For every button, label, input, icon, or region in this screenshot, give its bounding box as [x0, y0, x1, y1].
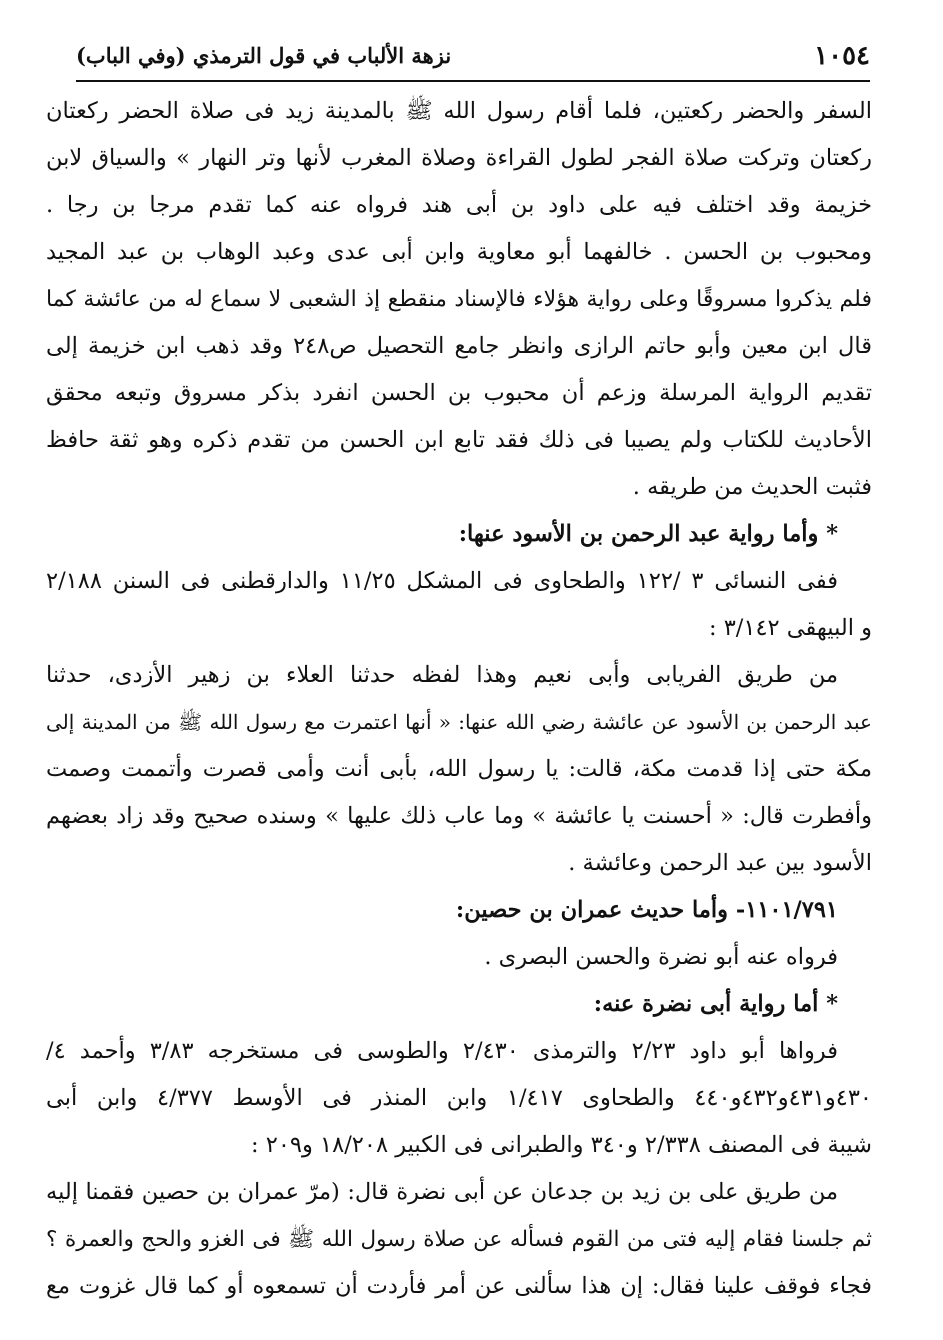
- text-line: من طريق على بن زيد بن جدعان عن أبى نضرة قال: (مرّ عمران بن حصين فقمنا إليه: [46, 1179, 838, 1205]
- text-line: الأسود بين عبد الرحمن وعائشة .: [568, 850, 872, 876]
- text-line: و البيهقى ٣/١٤٢ :: [708, 615, 872, 641]
- page-header: [76, 38, 870, 74]
- text-line: تقديم الرواية المرسلة وزعم أن محبوب بن الحسن انفرد بذكر مسروق وتبعه محقق: [46, 380, 872, 406]
- text-line: مكة حتى إذا قدمت مكة، قالت: يا رسول الله، بأبى أنت وأمى قصرت وأتممت وصمت: [46, 756, 872, 782]
- text-line: وأفطرت قال: « أحسنت يا عائشة » وما عاب ذلك عليها » وسنده صحيح وقد زاد بعضهم: [46, 803, 872, 829]
- text-line: عبد الرحمن بن الأسود عن عائشة رضي الله عنها: « أنها اعتمرت مع رسول الله ﷺ من المدينة إلى: [46, 710, 872, 734]
- text-line: ركعتان وتركت صلاة الفجر لطول القراءة وصلاة المغرب لأنها وتر النهار » والسياق لابن: [46, 145, 872, 171]
- text-line: فلم يذكروا مسروقًا وعلى رواية هؤلاء فالإسناد منقطع إذ الشعبى لا سماع له من عائشة كما: [46, 287, 872, 312]
- text-line: ففى النسائى ٣ /١٢٢ والطحاوى فى المشكل ١١/٢٥ والدارقطنى فى السنن ٢/١٨٨: [46, 568, 838, 594]
- text-line: خزيمة وقد اختلف فيه على داود بن أبى هند فرواه عنه كما تقدم مرجا بن رجا .: [46, 192, 872, 218]
- header-rule: [76, 80, 870, 82]
- section-heading: * وأما رواية عبد الرحمن بن الأسود عنها:: [458, 521, 838, 547]
- text-line: ٤٣٠و٤٣١و٤٣٢و٤٤٠ والطحاوى ١/٤١٧ وابن المنذر فى الأوسط ٤/٣٧٧ وابن أبى: [46, 1085, 872, 1111]
- text-line: فرواه عنه أبو نضرة والحسن البصرى .: [484, 944, 838, 970]
- text-line: فرواها أبو داود ٢/٢٣ والترمذى ٢/٤٣٠ والطوسى فى مستخرجه ٣/٨٣ وأحمد ٤/: [46, 1038, 838, 1064]
- text-line: قال ابن معين وأبو حاتم الرازى وانظر جامع التحصيل ص٢٤٨ وقد ذهب ابن خزيمة إلى: [46, 333, 872, 359]
- hadith-heading: ١١٠١/٧٩١- وأما حديث عمران بن حصين:: [455, 897, 838, 923]
- text-line: الأحاديث للكتاب ولم يصيبا فى ذلك فقد تابع ابن الحسن من تقدم ذكره وهو ثقة حافظ: [46, 427, 872, 453]
- text-line: ثم جلسنا فقام إليه فتى من القوم فسأله عن صلاة رسول الله ﷺ فى الغزو والحج والعمرة ؟: [46, 1227, 872, 1252]
- text-line: فجاء فوقف علينا فقال: إن هذا سألنى عن أمر فأردت أن تسمعوه أو كما قال غزوت مع: [46, 1273, 872, 1299]
- text-line: فثبت الحديث من طريقه .: [632, 474, 872, 500]
- text-line: شيبة فى المصنف ٢/٣٣٨ و٣٤٠ والطبرانى فى الكبير ١٨/٢٠٨ و٢٠٩ :: [251, 1132, 872, 1158]
- text-line: السفر والحضر ركعتين، فلما أقام رسول الله ﷺ بالمدينة زيد فى صلاة الحضر ركعتان: [46, 98, 872, 124]
- running-title: نزهة الألباب في قول الترمذي (وفي الباب): [76, 43, 452, 68]
- page-number: ١٠٥٤: [814, 41, 870, 71]
- text-line: من طريق الفريابى وأبى نعيم وهذا لفظه حدثنا العلاء بن زهير الأزدى، حدثنا: [46, 662, 838, 688]
- section-heading: * أما رواية أبى نضرة عنه:: [593, 991, 838, 1017]
- text-line: ومحبوب بن الحسن . خالفهما أبو معاوية وابن أبى عدى وعبد الوهاب بن عبد المجيد: [46, 239, 872, 265]
- body-text: [46, 88, 872, 1310]
